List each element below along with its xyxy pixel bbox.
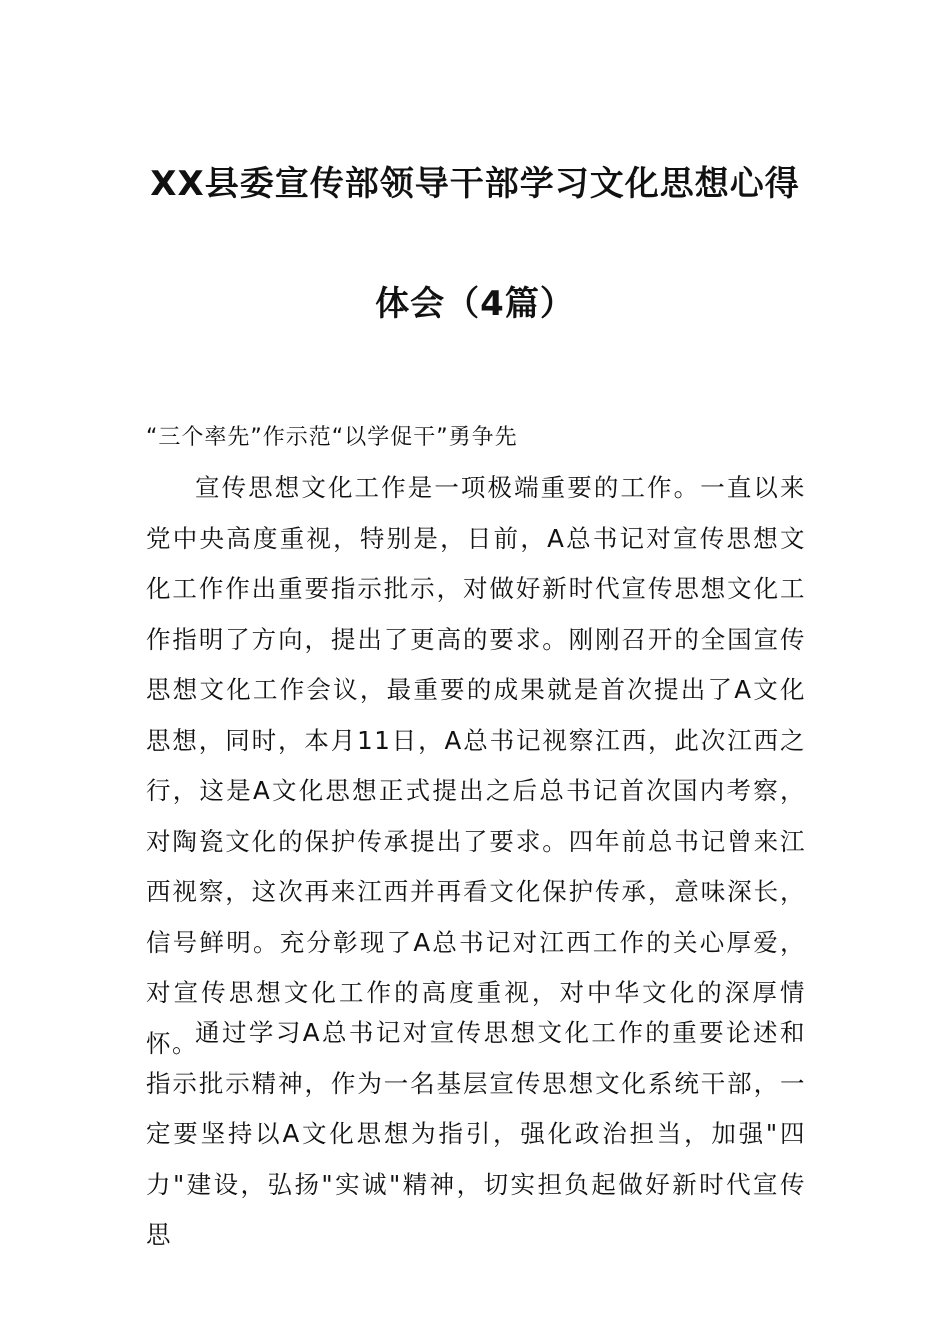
- body-paragraph-1: 宣传思想文化工作是一项极端重要的工作。一直以来党中央高度重视，特别是，日前，A总书记对宣传思想文化工作作出重要指示批示，对做好新时代宣传思想文化工作指明了方向，提出了更高的要求。刚刚召开的全国宣传思想文化工作会议，最重要的成果就是首次提出了A文化思想，同时，本月11日，A总书记视察江西，此次江西之行，这是A文化思想正式提出之后总书记首次国内考察，对陶瓷文化的保护传承提出了要求。四年前总书记曾来江西视察，这次再来江西并再看文化保护传承，意味深长，信号鲜明。充分彰现了A总书记对江西工作的关心厚爱，对宣传思想文化工作的高度重视，对中华文化的深厚情怀。: [146, 473, 806, 1058]
- document-title-line-2: 体会（4篇）: [375, 284, 575, 324]
- body-paragraph-2: 通过学习A总书记对宣传思想文化工作的重要论述和指示批示精神，作为一名基层宣传思想文化系统干部，一定要坚持以A文化思想为指引，强化政治担当，加强"四力"建设，弘扬"实诚"精神，切实担负起做好新时代宣传思: [146, 1018, 806, 1249]
- section-heading: “三个率先”作示范“以学促干”勇争先: [146, 425, 518, 450]
- document-title-line-1: XX县委宣传部领导干部学习文化思想心得: [150, 164, 800, 204]
